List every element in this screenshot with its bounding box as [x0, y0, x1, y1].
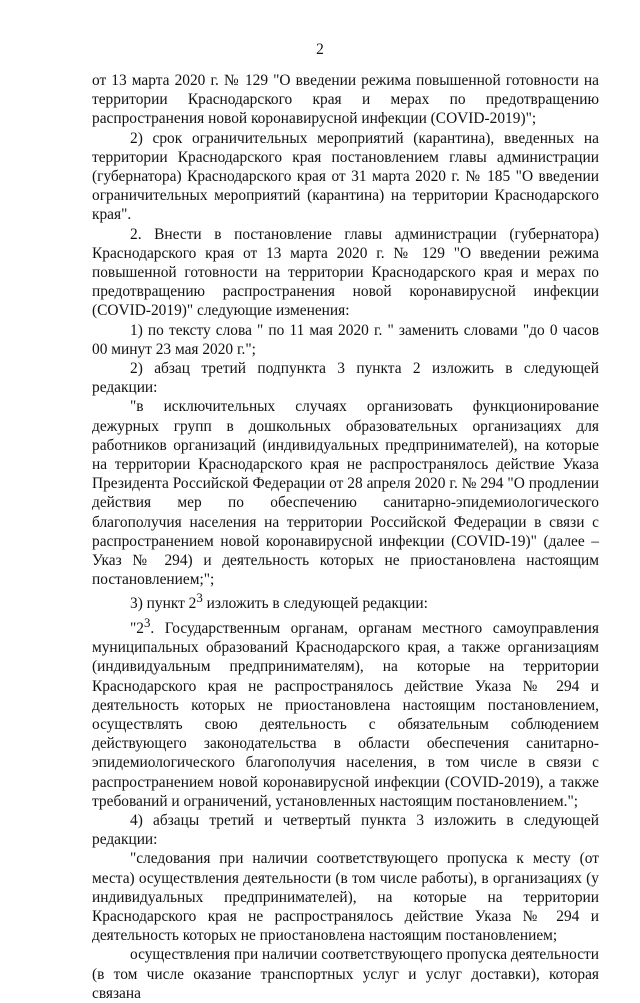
paragraph-2: 2) срок ограничительных мероприятий (карантина), введенных на территории Краснодарского края постановлением главы администрации (губернатора) Краснодарского края от 31 марта 2020 г. № 185 "О введении ограничительных мероприятий (карантина) на территории Краснодарского края".: [92, 129, 599, 224]
paragraph-8-pre: "2: [130, 619, 144, 637]
paragraph-9: 4) абзацы третий и четвертый пункта 3 изложить в следующей редакции:: [92, 811, 599, 849]
paragraph-11: осуществления при наличии соответствующего пропуска деятельности (в том числе оказание транспортных услуг и услуг доставки), которая связана: [92, 946, 599, 1002]
paragraph-8-post: . Государственным органам, органам местного самоуправления муниципальных образований Краснодарского края, а также организациям (индивидуальным предпринимателям), на которые на территории Краснодарского края не распространялось действие Указа № 294 и деятельность которых не приостановлена настоящим постановлением, осуществлять свою деятельность с обязательным соблюдением действующего законодательства в области обеспечения санитарно-эпидемиологического благополучия населения, в том числе в связи с распространением новой коронавирусной инфекции (COVID-2019), а также требований и ограничений, установленных настоящим постановлением.";: [92, 619, 599, 810]
paragraph-7: [92, 589, 599, 613]
paragraph-8-sup: 3: [143, 615, 151, 630]
paragraph-10: "следования при наличии соответствующего пропуска к месту (от места) осуществления деятельности (в том числе работы), в организациях (у индивидуальных предпринимателей), на которые на территории Краснодарского края не распространялось действие Указа № 294 и деятельность которых не приостановлена настоящим постановлением;: [92, 850, 599, 945]
paragraph-4: 1) по тексту слова " по 11 мая 2020 г. " заменить словами "до 0 часов 00 минут 23 мая 2020 г.";: [92, 321, 599, 358]
document-body: [92, 71, 599, 1003]
paragraph-7-sup: 3: [196, 591, 203, 606]
paragraph-7-post: изложить в следующей редакции:: [202, 595, 428, 613]
paragraph-7-pre: 3) пункт 2: [130, 595, 197, 613]
paragraph-3: 2. Внести в постановление главы администрации (губернатора) Краснодарского края от 13 марта 2020 г. № 129 "О введении режима повышенной готовности на территории Краснодарского края и мерах по предотвращению распространения новой коронавирусной инфекции (COVID-2019)" следующие изменения:: [92, 225, 599, 320]
paragraph-1: от 13 марта 2020 г. № 129 "О введении режима повышенной готовности на территории Краснодарского края и мерах по предотвращению распространения новой коронавирусной инфекции (COVID-2019)";: [92, 72, 599, 128]
page-number: 2: [316, 41, 324, 58]
paragraph-8: [92, 614, 599, 811]
paragraph-5: 2) абзац третий подпункта 3 пункта 2 изложить в следующей редакции:: [92, 360, 599, 397]
paragraph-6: "в исключительных случаях организовать функционирование дежурных групп в дошкольных образовательных организациях для работников организаций (индивидуальных предпринимателей), на которые на территории Краснодарского края не распространялось действие Указа Президента Российской Федерации от 28 апреля 2020 г. № 294 "О продлении действия мер по обеспечению санитарно-эпидемиологического благополучия населения на территории Российской Федерации в связи с распространением новой коронавирусной инфекции (COVID-19)" (далее – Указ № 294) и деятельность которых не приостановлена настоящим постановлением;";: [92, 398, 599, 589]
